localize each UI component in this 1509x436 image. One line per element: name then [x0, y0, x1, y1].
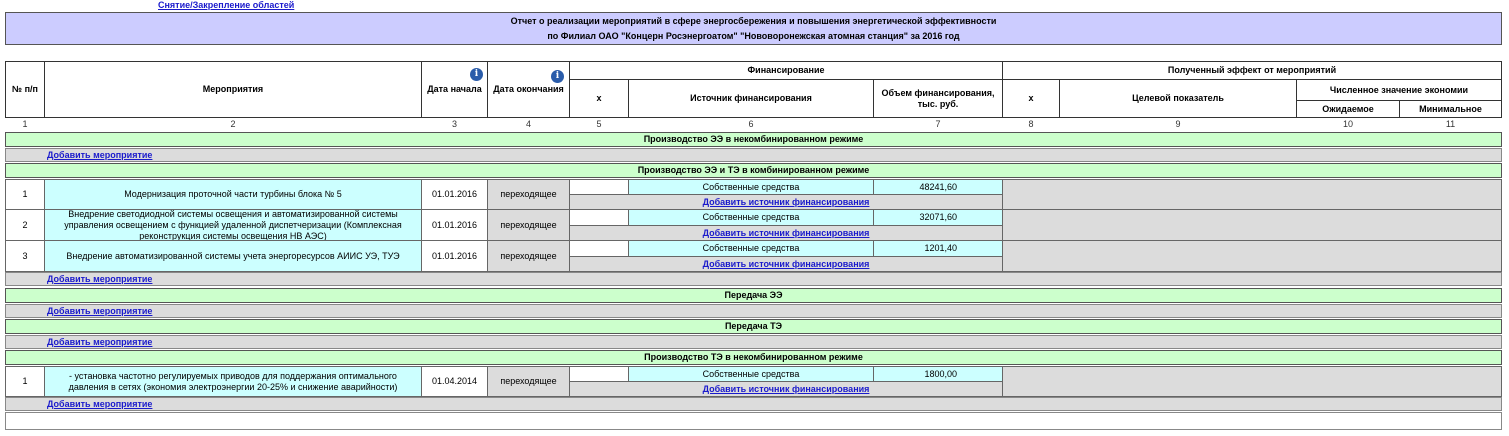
effect-cell	[1002, 209, 1502, 241]
header-expected: Ожидаемое	[1296, 100, 1400, 118]
info-icon[interactable]: i	[551, 70, 564, 83]
source-x-cell	[569, 366, 629, 382]
row-number: 3	[5, 240, 45, 272]
header-end-label: Дата окончания	[493, 84, 564, 94]
section-header: Производство ЭЭ и ТЭ в комбинированном режиме	[5, 163, 1502, 178]
add-event-row	[5, 148, 1502, 162]
volume-value[interactable]: 48241,60	[873, 179, 1003, 195]
add-source-link[interactable]: Добавить источник финансирования	[702, 258, 870, 269]
table-footer	[5, 412, 1502, 430]
source-name[interactable]: Собственные средства	[628, 209, 874, 226]
end-date: переходящее	[487, 179, 570, 210]
col-number: 10	[1342, 119, 1353, 129]
header-financing: Финансирование	[569, 61, 1003, 80]
source-name[interactable]: Собственные средства	[628, 240, 874, 257]
start-date[interactable]: 01.04.2014	[421, 366, 488, 397]
end-date: переходящее	[487, 209, 570, 241]
add-source-link[interactable]: Добавить источник финансирования	[702, 383, 870, 394]
source-name[interactable]: Собственные средства	[628, 366, 874, 382]
add-event-row	[5, 397, 1502, 411]
event-name[interactable]: Внедрение автоматизированной системы учета энергоресурсов АИИС УЭ, ТУЭ	[44, 240, 422, 272]
header-minimal: Минимальное	[1399, 100, 1502, 118]
add-source-row	[569, 256, 1003, 272]
add-source-link[interactable]: Добавить источник финансирования	[702, 196, 870, 207]
row-number: 1	[5, 366, 45, 397]
effect-cell	[1002, 179, 1502, 210]
header-numeric: Численное значение экономии	[1296, 79, 1502, 101]
col-number: 8	[1028, 119, 1034, 129]
col-number: 3	[451, 119, 457, 129]
header-events: Мероприятия	[44, 61, 422, 118]
add-source-row	[569, 381, 1003, 397]
event-name[interactable]: - установка частотно регулируемых приводов для поддержания оптимального давления в сетях (экономия электроэнергии 20-25% и снижение аварийности)	[44, 366, 422, 397]
source-name[interactable]: Собственные средства	[628, 179, 874, 195]
section-header: Передача ЭЭ	[5, 288, 1502, 303]
header-source: Источник финансирования	[628, 79, 874, 118]
section-header: Производство ЭЭ в некомбинированном режиме	[5, 132, 1502, 147]
header-x1: х	[569, 79, 629, 118]
add-event-link[interactable]: Добавить мероприятие	[47, 399, 153, 409]
header-num: № п/п	[5, 61, 45, 118]
col-number: 11	[1445, 119, 1456, 129]
add-event-row	[5, 304, 1502, 318]
start-date[interactable]: 01.01.2016	[421, 240, 488, 272]
volume-value[interactable]: 1201,40	[873, 240, 1003, 257]
header-x2: х	[1002, 79, 1060, 118]
report-title-line1: Отчет о реализации мероприятий в сфере энергосбережения и повышения энергетической эффективности	[510, 16, 997, 26]
section-header: Передача ТЭ	[5, 319, 1502, 334]
add-event-link[interactable]: Добавить мероприятие	[47, 150, 153, 160]
source-x-cell	[569, 179, 629, 195]
report-title	[5, 12, 1502, 45]
add-source-link[interactable]: Добавить источник финансирования	[702, 227, 870, 238]
col-number: 7	[935, 119, 941, 129]
add-event-link[interactable]: Добавить мероприятие	[47, 337, 153, 347]
col-number: 9	[1175, 119, 1181, 129]
start-date[interactable]: 01.01.2016	[421, 209, 488, 241]
volume-value[interactable]: 1800,00	[873, 366, 1003, 382]
freeze-areas-link[interactable]: Снятие/Закрепление областей	[158, 0, 295, 10]
add-event-row	[5, 272, 1502, 286]
source-x-cell	[569, 240, 629, 257]
add-source-row	[569, 194, 1003, 210]
add-event-link[interactable]: Добавить мероприятие	[47, 274, 153, 284]
add-source-row	[569, 225, 1003, 241]
end-date: переходящее	[487, 366, 570, 397]
effect-cell	[1002, 366, 1502, 397]
header-volume: Объем финансирования, тыс. руб.	[873, 79, 1003, 118]
effect-cell	[1002, 240, 1502, 272]
source-x-cell	[569, 209, 629, 226]
add-event-row	[5, 335, 1502, 349]
volume-value[interactable]: 32071,60	[873, 209, 1003, 226]
info-icon[interactable]: i	[470, 68, 483, 81]
col-number: 4	[525, 119, 531, 129]
end-date: переходящее	[487, 240, 570, 272]
event-name[interactable]: Модернизация проточной части турбины блока № 5	[44, 179, 422, 210]
section-header: Производство ТЭ в некомбинированном режиме	[5, 350, 1502, 365]
col-number: 2	[230, 119, 236, 129]
col-number: 5	[596, 119, 602, 129]
report-title-line2: по Филиал ОАО "Концерн Росэнергоатом" "Нововоронежская атомная станция" за 2016 год	[547, 31, 960, 41]
col-number: 1	[22, 119, 28, 129]
header-target: Целевой показатель	[1059, 79, 1297, 118]
add-event-link[interactable]: Добавить мероприятие	[47, 306, 153, 316]
event-name[interactable]: Внедрение светодиодной системы освещения и автоматизированной системы управления освещением с функцией удаленной диспетчеризации (Комплексная реконструкция системы освещения НВ АЭС)	[44, 209, 422, 241]
col-number: 6	[748, 119, 754, 129]
header-effect: Полученный эффект от мероприятий	[1002, 61, 1502, 80]
row-number: 1	[5, 179, 45, 210]
header-start-label: Дата начала	[427, 84, 482, 94]
start-date[interactable]: 01.01.2016	[421, 179, 488, 210]
row-number: 2	[5, 209, 45, 241]
